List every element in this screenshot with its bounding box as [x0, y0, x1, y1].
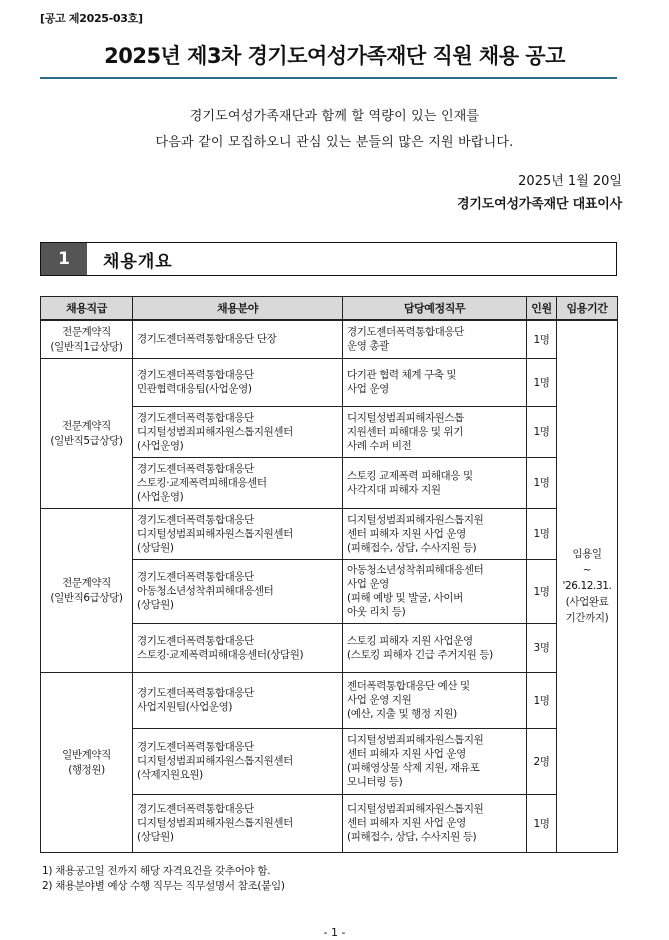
count-cell: 1명: [527, 559, 557, 623]
field-cell: 경기도젠더폭력통합대응단 사업지원팀(사업운영): [133, 672, 343, 728]
grade-cell: 전문계약직 (일반직1급상당): [41, 320, 133, 358]
count-cell: 1명: [527, 457, 557, 508]
footnote: 1) 채용공고일 전까지 해당 자격요건을 갖추어야 함.: [42, 865, 271, 877]
table-row: [41, 508, 618, 559]
page-title: 2025년 제3차 경기도여성가족재단 직원 채용 공고: [104, 44, 565, 68]
grade-cell: 전문계약직 (일반직5급상당): [41, 358, 133, 508]
field-cell: 경기도젠더폭력통합대응단 단장: [133, 320, 343, 358]
duty-cell: 젠더폭력통합대응단 예산 및 사업 운영 지원 (예산, 지출 및 행정 지원): [343, 672, 527, 728]
term-cell: 임용일 ~ '26.12.31. (사업완료 기간까지): [557, 320, 618, 852]
field-cell: 경기도젠더폭력통합대응단 민관협력대응팀(사업운영): [133, 358, 343, 406]
intro-line: 다음과 같이 모집하오니 관심 있는 분들의 많은 지원 바랍니다.: [155, 135, 514, 150]
count-cell: 1명: [527, 406, 557, 457]
duty-cell: 디지털성범죄피해자원스톱지원 센터 피해자 지원 사업 운영 (피해접수, 상담, 수사지원 등): [343, 508, 527, 559]
field-cell: 경기도젠더폭력통합대응단 스토킹·교제폭력피해대응센터 (사업운영): [133, 457, 343, 508]
duty-cell: 다기관 협력 체계 구축 및 사업 운영: [343, 358, 527, 406]
recruitment-table: [40, 296, 618, 853]
header-field: 채용분야: [133, 297, 343, 321]
footnotes: [42, 864, 285, 894]
header-count: 인원: [527, 297, 557, 321]
notice-number: [공고 제2025-03호]: [40, 12, 143, 25]
header-term: 임용기간: [557, 297, 618, 321]
intro-line: 경기도여성가족재단과 함께 할 역량이 있는 인재를: [189, 109, 480, 124]
field-cell: 경기도젠더폭력통합대응단 디지털성범죄피해자원스톱지원센터 (사업운영): [133, 406, 343, 457]
page-number: - 1 -: [323, 926, 346, 939]
field-cell: 경기도젠더폭력통합대응단 디지털성범죄피해자원스톱지원센터 (삭제지원요원): [133, 728, 343, 794]
count-cell: 2명: [527, 728, 557, 794]
count-cell: 3명: [527, 623, 557, 672]
issuer-name: 경기도여성가족재단 대표이사: [457, 197, 622, 212]
intro-text: [0, 104, 669, 156]
count-cell: 1명: [527, 320, 557, 358]
footnote: 2) 채용분야별 예상 수행 직무는 직무설명서 참조(붙임): [42, 880, 285, 892]
duty-cell: 아동청소년성착취피해대응센터 사업 운영 (피해 예방 및 발굴, 사이버 아웃 리치 등): [343, 559, 527, 623]
duty-cell: 스토킹 교제폭력 피해대응 및 사각지대 피해자 지원: [343, 457, 527, 508]
duty-cell: 디지털성범죄피해자원스톱지원 센터 피해자 지원 사업 운영 (피해영상물 삭제 지원, 재유포 모니터링 등): [343, 728, 527, 794]
duty-cell: 디지털성범죄피해자원스톱지원 센터 피해자 지원 사업 운영 (피해접수, 상담, 수사지원 등): [343, 794, 527, 852]
count-cell: 1명: [527, 672, 557, 728]
grade-cell: 일반계약직 (행정원): [41, 672, 133, 852]
table-row: [41, 358, 618, 406]
duty-cell: 경기도젠더폭력통합대응단 운영 총괄: [343, 320, 527, 358]
section-title: 채용개요: [103, 251, 173, 272]
notice-date: 2025년 1월 20일: [518, 174, 622, 189]
table-row: [41, 672, 618, 728]
table-header-row: [41, 297, 618, 321]
grade-cell: 전문계약직 (일반직6급상당): [41, 508, 133, 672]
field-cell: 경기도젠더폭력통합대응단 디지털성범죄피해자원스톱지원센터 (상담원): [133, 794, 343, 852]
count-cell: 1명: [527, 508, 557, 559]
section-number: 1: [41, 243, 87, 275]
table-row: [41, 320, 618, 358]
count-cell: 1명: [527, 358, 557, 406]
duty-cell: 스토킹 피해자 지원 사업운영 (스토킹 피해자 긴급 주거지원 등): [343, 623, 527, 672]
field-cell: 경기도젠더폭력통합대응단 스토킹·교제폭력피해대응센터(상담원): [133, 623, 343, 672]
duty-cell: 디지털성범죄피해자원스톱 지원센터 피해대응 및 위기 사례 수퍼 비전: [343, 406, 527, 457]
header-grade: 채용직급: [41, 297, 133, 321]
header-duty: 담당예정직무: [343, 297, 527, 321]
section-header: [40, 242, 617, 276]
field-cell: 경기도젠더폭력통합대응단 디지털성범죄피해자원스톱지원센터 (상담원): [133, 508, 343, 559]
count-cell: 1명: [527, 794, 557, 852]
title-divider: [40, 77, 617, 79]
field-cell: 경기도젠더폭력통합대응단 아동청소년성착취피해대응센터 (상담원): [133, 559, 343, 623]
